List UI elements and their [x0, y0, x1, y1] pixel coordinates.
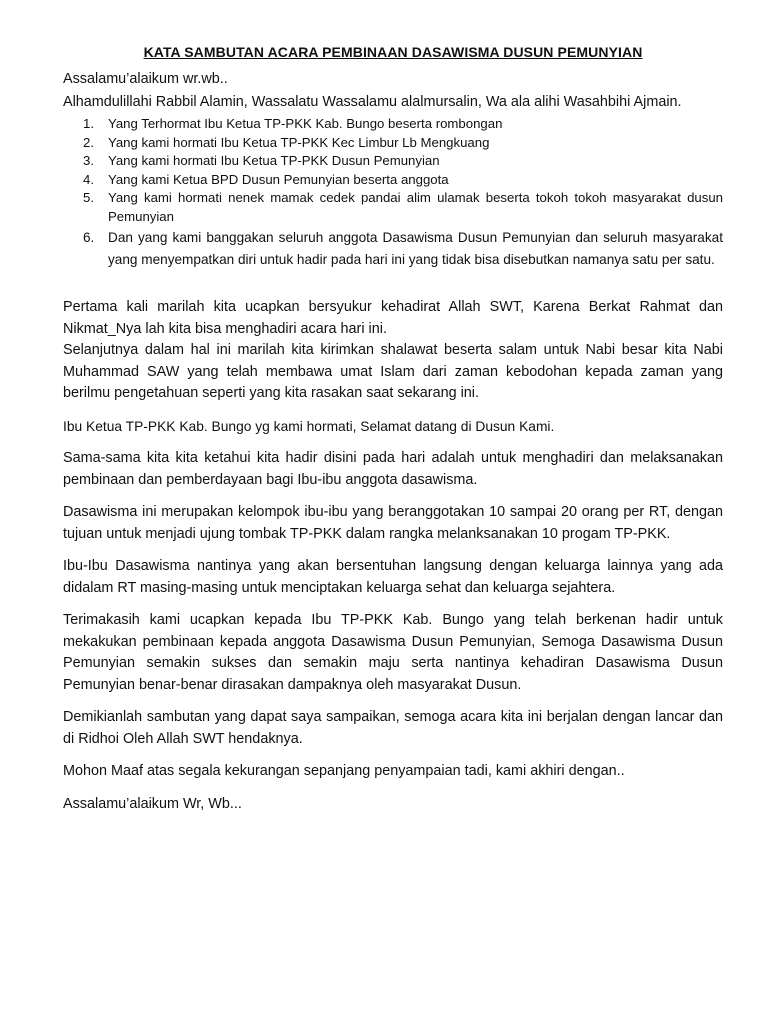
paragraph-dasawisma: Dasawisma ini merupakan kelompok ibu-ibu yang beranggotakan 10 sampai 20 orang per RT, dengan tujuan untuk menjadi ujung tombak TP-PKK dalam rangka melanksanakan 10 progam TP-PKK. [63, 504, 723, 542]
paragraph-gratitude: Pertama kali marilah kita ucapkan bersyukur kehadirat Allah SWT, Karena Berkat Rahmat dan Nikmat_Nya lah kita bisa menghadiri acara hari ini. [63, 299, 723, 337]
list-item: 6. Dan yang kami banggakan seluruh anggota Dasawisma Dusun Pemunyian dan seluruh masyarakat yang menyempatkan diri untuk hadir pada hari ini yang tidak bisa disebutkan namanya satu per satu. [83, 230, 723, 267]
paragraph-thanks: Terimakasih kami ucapkan kepada Ibu TP-PKK Kab. Bungo yang telah berkenan hadir untuk mekakukan pembinaan kepada anggota Dasawisma Dusun Pemunyian, Semoga Dasawisma Dusun Pemunyian semakin sukses dan semakin maju serta nantinya kehadiran Dasawisma Dusun Pemunyian benar-benar dirasakan dampaknya oleh masyarakat Dusun. [63, 612, 723, 693]
document-title: KATA SAMBUTAN ACARA PEMBINAAN DASAWISMA DUSUN PEMUNYIAN [143, 44, 643, 60]
greeting: Assalamu’alaikum wr.wb.. [63, 71, 228, 87]
list-item: 1. Yang Terhormat Ibu Ketua TP-PKK Kab. Bungo beserta rombongan [83, 116, 503, 131]
list-item: 5. Yang kami hormati nenek mamak cedek pandai alim ulamak beserta tokoh tokoh masyarakat dusun Pemunyian [83, 190, 723, 224]
paragraph-closing: Demikianlah sambutan yang dapat saya sampaikan, semoga acara kita ini berjalan dengan lancar dan di Ridhoi Oleh Allah SWT hendaknya. [63, 709, 723, 747]
paragraph-shalawat: Selanjutnya dalam hal ini marilah kita kirimkan shalawat beserta salam untuk Nabi besar kita Nabi Muhammad SAW yang telah membawa umat Islam dari zaman kebodohan kepada zaman yang berilmu pengetahuan seperti yang kita rasakan saat sekarang ini. [63, 342, 723, 401]
list-item: 2. Yang kami hormati Ibu Ketua TP-PKK Kec Limbur Lb Mengkuang [83, 134, 490, 150]
paragraph-apology: Mohon Maaf atas segala kekurangan sepanjang penyampaian tadi, kami akhiri dengan.. [63, 763, 625, 779]
paragraph-role: Ibu-Ibu Dasawisma nantinya yang akan bersentuhan langsung dengan keluarga lainnya yang ada didalam RT masing-masing untuk menciptakan keluarga sehat dan keluarga sejahtera. [63, 558, 723, 596]
list-item: 3. Yang kami hormati Ibu Ketua TP-PKK Dusun Pemunyian [83, 153, 440, 168]
list-item: 4. Yang kami Ketua BPD Dusun Pemunyian beserta anggota [83, 171, 449, 187]
paragraph-purpose: Sama-sama kita kita ketahui kita hadir disini pada hari adalah untuk menghadiri dan melaksanakan pembinaan dan pemberdayaan bagi Ibu-ibu anggota dasawisma. [63, 450, 723, 488]
salutation-list [63, 115, 723, 271]
document-page [63, 44, 723, 815]
paragraph-welcome: Ibu Ketua TP-PKK Kab. Bungo yg kami hormati, Selamat datang di Dusun Kami. [63, 418, 555, 434]
closing-greeting: Assalamu’alaikum Wr, Wb... [63, 795, 242, 812]
opening-paragraph: Alhamdulillahi Rabbil Alamin, Wassalatu Wassalamu alalmursalin, Wa ala alihi Wasahbihi Ajmain. [63, 93, 682, 110]
